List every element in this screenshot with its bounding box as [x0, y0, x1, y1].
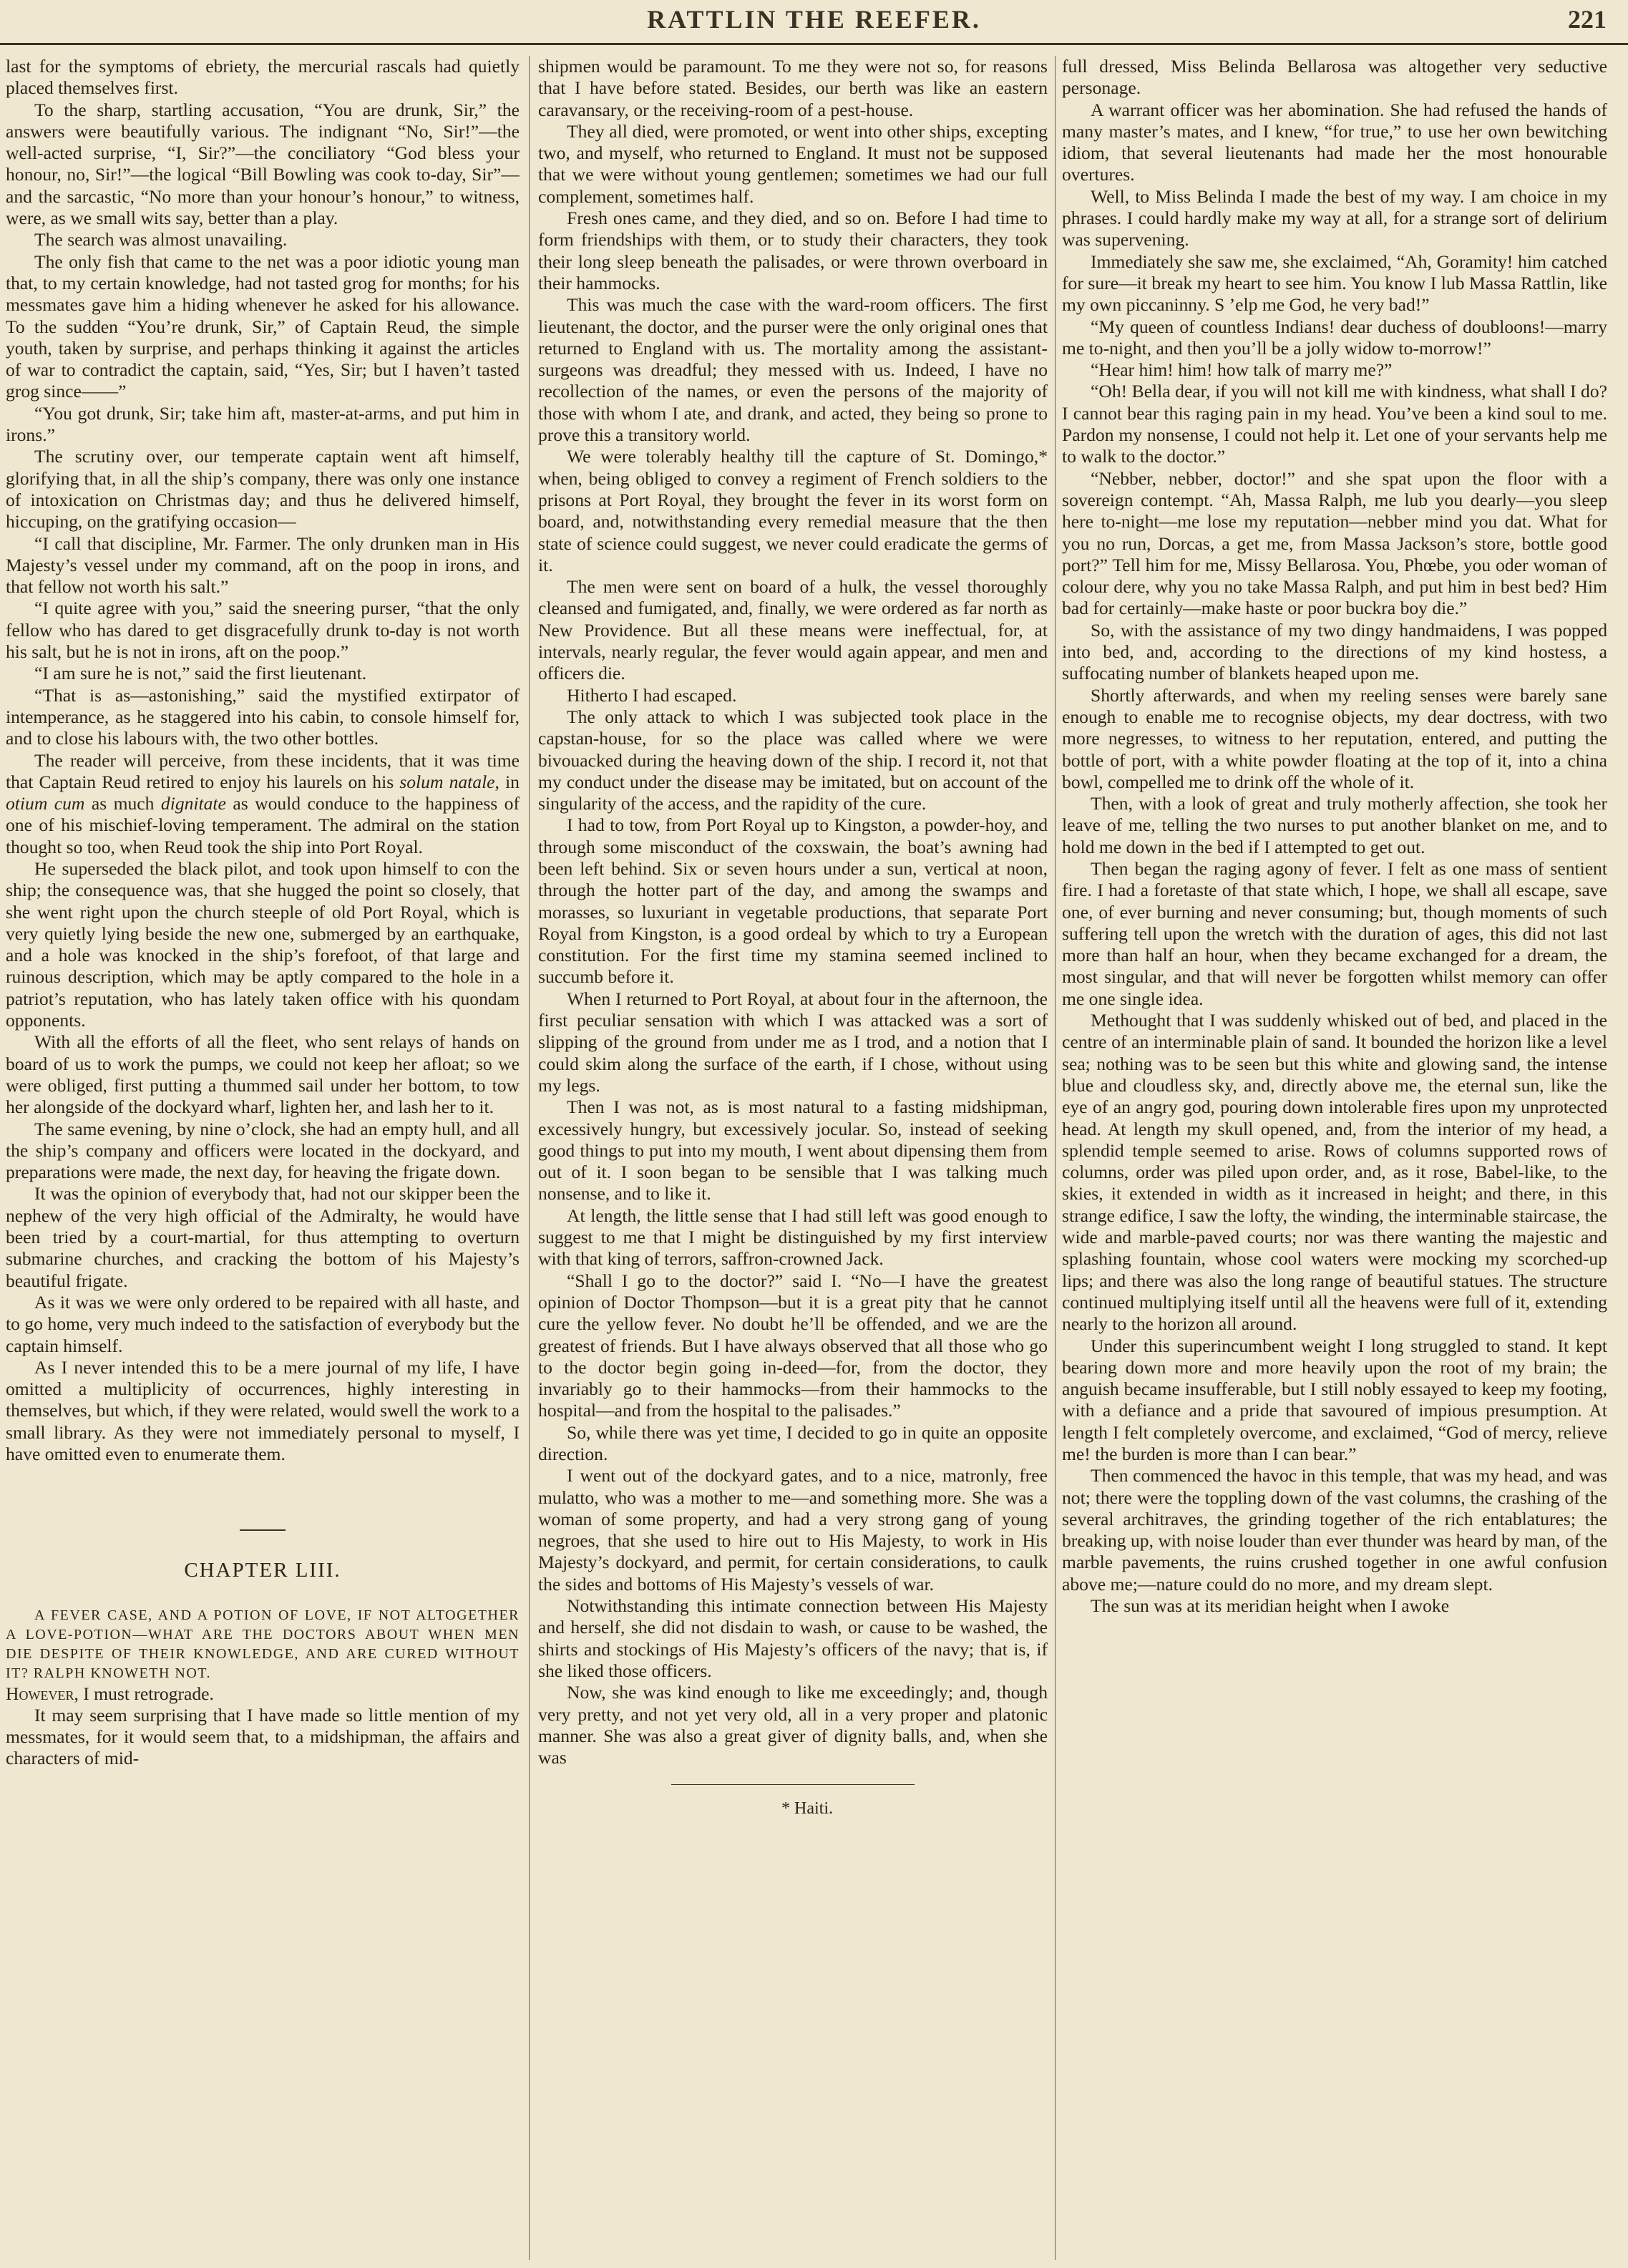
paragraph: shipmen would be paramount. To me they were not so, for reasons that I have before stated. Besides, our berth was like an eastern caravansary, or the receiving-room of a pest-house.: [538, 56, 1048, 120]
paragraph: last for the symptoms of ebriety, the mercurial rascals had quietly placed themselves first.: [6, 56, 520, 99]
text-run: The reader will perceive, from these incidents, that it was time that Captain Reud retired to enjoy his laurels on his: [6, 749, 520, 792]
running-title: RATTLIN THE REEFER.: [647, 5, 981, 34]
paragraph: Hitherto I had escaped.: [567, 684, 737, 706]
paragraph: Then began the raging agony of fever. I felt as one mass of sentient fire. I had a foretaste of that state which, I hope, we shall all escape, save one, of ever burning and never consuming; but, though moments of such suffering tell upon the wretch with the duration of ages, this did not last more than half an hour, when they became exchanged for a dream, the most singular, and that will never be forgotten whilst memory can offer me one single idea.: [1062, 857, 1607, 1009]
paragraph: “That is as—astonishing,” said the mystified extirpator of intemperance, as he staggered into his cabin, to console himself for, and to close his labours with, the two other bottles.: [6, 684, 520, 749]
paragraph: Then, with a look of great and truly motherly affection, she took her leave of me, telling the two nurses to put another blanket on me, and to hold me down in the bed if I attempted to get out.: [1062, 793, 1607, 857]
text-run: , I must retrograde.: [74, 1683, 214, 1704]
paragraph: The only attack to which I was subjected took place in the capstan-house, for so the place was called where we were bivouacked during the heaving down of the ship. I record it, not that my conduct under the disease may be imitated, but on account of the singularity of the access, and the rapidity of the cure.: [538, 706, 1048, 814]
paragraph: Then commenced the havoc in this temple, that was my head, and was not; there were the toppling down of the vast columns, the crashing of the several architraves, the grinding together of the rich entablatures; the breaking up, with noise louder than ever thunder was heard by man, of the marble pavements, the ruins crushed together in one awful confusion above me;—nature could do no more, and my dream slept.: [1062, 1465, 1607, 1595]
italic-phrase: otium cum: [6, 793, 85, 814]
page-header: [0, 0, 1628, 45]
paragraph: “Nebber, nebber, doctor!” and she spat upon the floor with a sovereign contempt. “Ah, Massa Ralph, me lub you dearly—you sleep here to-night—me lose my reputation—nebber mind you dat. What for you no run, Dorcas, a get me, from Massa Jackson’s store, bottle good port?” Tell him for me, Missy Bellarosa. You, Phœbe, you oder woman of colour dere, why you no take Massa Ralph, and put him in best bed? Him bad for certainly—make haste or poor buckra boy die.”: [1062, 467, 1607, 619]
paragraph: The only fish that came to the net was a poor idiotic young man that, to my certain knowledge, had not tasted grog for months; for his messmates gave him a hiding whenever he asked for his allowance. To the sudden “You’re drunk, Sir,” of Captain Reud, the simple youth, taken by surprise, and perhaps thinking it against the articles of war to contradict the captain, said, “Yes, Sir; but I haven’t tasted grog since——”: [6, 250, 520, 402]
paragraph: So, with the assistance of my two dingy handmaidens, I was popped into bed, and, according to the directions of my kind hostess, a suffocating number of blankets heaped upon me.: [1062, 619, 1607, 684]
text-run: as would conduce to the happiness of one of his mischief-loving temperament. The admiral on the station thought so too, when Reud took the ship into Port Royal.: [6, 793, 520, 857]
paragraph: full dressed, Miss Belinda Bellarosa was altogether very seductive personage.: [1062, 56, 1607, 99]
paragraph: As it was we were only ordered to be repaired with all haste, and to go home, very much indeed to the satisfaction of everybody but the captain himself.: [6, 1291, 520, 1356]
text-run: , in: [494, 771, 520, 792]
text-column-middle: [538, 56, 1048, 2253]
paragraph: Under this superincumbent weight I long struggled to stand. It kept bearing down more and more heavily upon the root of my brain; the anguish became insufferable, but I still nobly essayed to keep my footing, with a defiance and a pride that savoured of impious presumption. At length I felt completely overcome, and exclaimed, “God of mercy, relieve me! the burden is more than I can bear.”: [1062, 1335, 1607, 1464]
paragraph: The scrutiny over, our temperate captain went aft himself, glorifying that, in all the ship’s company, there was only one instance of intoxication on Christmas day; and thus he delivered himself, hiccuping, on the gratifying occasion—: [6, 446, 520, 532]
paragraph: “Hear him! him! how talk of marry me?”: [1091, 359, 1393, 381]
page-number: 221: [1568, 5, 1607, 34]
chapter-summary: A FEVER CASE, AND A POTION OF LOVE, IF NOT ALTOGETHER A LOVE-POTION—WHAT ARE THE DOCTORS ABOUT WHEN MEN DIE DESPITE OF THEIR KNOWLEDGE, AND ARE CURED WITHOUT IT? RALPH KNOWETH NOT.: [6, 1607, 520, 1681]
small-caps-opening: However: [6, 1683, 74, 1704]
paragraph: We were tolerably healthy till the capture of St. Domingo,* when, being obliged to convey a regiment of French soldiers to the prisons at Port Royal, they brought the fever in its worst form on board, and, notwithstanding every remedial measure that the then state of science could suggest, we never could eradicate the germs of it.: [538, 446, 1048, 575]
paragraph: Shortly afterwards, and when my reeling senses were barely sane enough to enable me to recognise objects, my dear doctress, with two more negresses, to witness to her reputation, entered, and putting the bottle of port, with a white powder floating at the top of it, into a china bowl, compelled me to drink off the whole of it.: [1062, 684, 1607, 792]
paragraph: Methought that I was suddenly whisked out of bed, and placed in the centre of an interminable plain of sand. It bounded the horizon like a level sea; nothing was to be seen but this white and glowing sand, the intense blue and cloudless sky, and, directly above me, the eternal sun, like the eye of an angry god, pouring down intolerable fires upon my unprotected head. At length my skull opened, and, from the interior of my head, a splendid temple seemed to arise. Rows of columns supported rows of columns, order was piled upon order, and, as it rose, Babel-like, to the skies, it extended in width as it increased in height; and there, in this strange edifice, I saw the lofty, the winding, the interminable staircase, the wide and marble-paved courts; nor was there wanting the majestic and splashing fountain, whose cool waters were mocking my scorched-up lips; and there was also the long range of beautiful statues. The structure continued multiplying itself until all the heavens were full of it, extending nearly to the horizon all around.: [1062, 1010, 1607, 1335]
paragraph: This was much the case with the ward-room officers. The first lieutenant, the doctor, and the purser were the only original ones that returned to England with us. The mortality among the assistant-surgeons was dreadful; they messed with us. Indeed, I have no recollection of the names, or even the persons of the majority of those with whom I ate, and drank, and acted, they being so prone to prove this a transitory world.: [538, 294, 1048, 446]
paragraph: “My queen of countless Indians! dear duchess of doubloons!—marry me to-night, and then you’ll be a jolly widow to-morrow!”: [1062, 316, 1607, 359]
italic-phrase: dignitate: [160, 793, 226, 814]
paragraph: The men were sent on board of a hulk, the vessel thoroughly cleansed and fumigated, and, finally, we were ordered as far north as New Providence. But all these means were ineffectual, for, at intervals, nearly regular, the fever would again appear, and men and officers die.: [538, 576, 1048, 684]
paragraph: I went out of the dockyard gates, and to a nice, matronly, free mulatto, who was a mother to me—and something more. She was a woman of some property, and had a very strong gang of young negroes, that she used to hire out to His Majesty, to work in His Majesty’s dockyard, and permit, for certain considerations, to caulk the sides and bottoms of His Majesty’s vessels of war.: [538, 1465, 1048, 1595]
paragraph: A warrant officer was her abomination. She had refused the hands of many master’s mates, and I knew, “for true,” to use her own bewitching idiom, that several lieutenants had made her the most honourable overtures.: [1062, 99, 1607, 185]
paragraph: Well, to Miss Belinda I made the best of my way. I am choice in my phrases. I could hardly make my way at all, for a strange sort of delirium was supervening.: [1062, 185, 1607, 250]
text-column-left: [6, 56, 520, 2253]
paragraph: “You got drunk, Sir; take him aft, master-at-arms, and put him in irons.”: [6, 402, 520, 446]
paragraph: They all died, were promoted, or went into other ships, excepting two, and myself, who returned to England. It must not be supposed that we were without young gentlemen; sometimes we had our full complement, sometimes half.: [538, 120, 1048, 207]
paragraph: When I returned to Port Royal, at about four in the afternoon, the first peculiar sensation with which I was attacked was a sort of slipping of the ground from under me as I trod, and a notion that I could skim along the surface of the earth, if I chose, without using my legs.: [538, 988, 1048, 1096]
paragraph: Immediately she saw me, she exclaimed, “Ah, Goramity! him catched for sure—it break my heart to see him. You know I lub Massa Rattlin, like my own piccaninny. S ’elp me God, he very bad!”: [1062, 250, 1607, 316]
paragraph: Then I was not, as is most natural to a fasting midshipman, excessively hungry, but excessively jocular. So, instead of seeking good things to put into my mouth, I went about dipensing them from out of it. I soon began to be sensible that I was talking much nonsense, and to like it.: [538, 1096, 1048, 1204]
paragraph: At length, the little sense that I had still left was good enough to suggest to me that I might be distinguished by my first interview with that king of terrors, saffron-crowned Jack.: [538, 1204, 1048, 1270]
paragraph: To the sharp, startling accusation, “You are drunk, Sir,” the answers were beautifully various. The indignant “No, Sir!”—the well-acted surprise, “I, Sir?”—the conciliatory “God bless your honour, no, Sir!”—the logical “Bill Bowling was cook to-day, Sir”—and the sarcastic, “No more than your honour’s honour,” to witness, were, as we small wits say, better than a play.: [6, 99, 520, 229]
paragraph: It was the opinion of everybody that, had not our skipper been the nephew of the very high official of the Admiralty, he would have been tried by a court-martial, for thus attempting to overturn submarine churches, and cracking the bottom of his Majesty’s beautiful frigate.: [6, 1183, 520, 1291]
text-column-right: [1062, 56, 1607, 2253]
paragraph: “Shall I go to the doctor?” said I. “No—I have the greatest opinion of Doctor Thompson—but it is a great pity that he cannot cure the yellow fever. No doubt he’ll be offended, and we are the greatest of friends. But I have always observed that all those who go to the doctor begin going in-deed—for, from the doctor, they invariably go to their hammocks—from their hammocks to the hospital—and from the hospital to the palisades.”: [538, 1270, 1048, 1421]
paragraph: He superseded the black pilot, and took upon himself to con the ship; the consequence was, that she hugged the point so closely, that she went right upon the church steeple of old Port Royal, which is very quietly lying beside the new one, submerged by an earthquake, and a hole was knocked in the ship’s forefoot, of that large and ruinous description, which may be aptly compared to the hole in a patriot’s reputation, who has lately taken office with his quondam opponents.: [6, 857, 520, 1031]
chapter-separator-rule: [240, 1529, 286, 1531]
paragraph: “Oh! Bella dear, if you will not kill me with kindness, what shall I do? I cannot bear this raging pain in my head. You’ve been a kind soul to me. Pardon my nonsense, I could not help it. Let one of your servants help me to walk to the doctor.”: [1062, 381, 1607, 467]
paragraph: “I quite agree with you,” said the sneering purser, “that the only fellow who has dared to get disgracefully drunk to-day is not worth his salt, but he is not in irons, aft on the poop.”: [6, 598, 520, 663]
paragraph: Notwithstanding this intimate connection between His Majesty and herself, she did not disdain to wash, or cause to be washed, the shirts and stockings of His Majesty’s officers of the navy; that is, if she liked those officers.: [538, 1595, 1048, 1681]
column-divider: [1055, 56, 1056, 2260]
paragraph: The same evening, by nine o’clock, she had an empty hull, and all the ship’s company and officers were located in the dockyard, and preparations were made, the next day, for heaving the frigate down.: [6, 1118, 520, 1183]
paragraph: [6, 1683, 520, 1705]
paragraph: “I call that discipline, Mr. Farmer. The only drunken man in His Majesty’s vessel under my command, aft on the poop in irons, and that fellow not worth his salt.”: [6, 532, 520, 598]
paragraph: With all the efforts of all the fleet, who sent relays of hands on board of us to work the pumps, we could not keep her afloat; so we were obliged, first putting a thummed sail under her bottom, to tow her alongside of the dockyard wharf, lighten her, and lash her to it.: [6, 1031, 520, 1118]
paragraph: Now, she was kind enough to like me exceedingly; and, though very pretty, and not yet very old, all in a very proper and platonic manner. She was also a great giver of dignity balls, and, when she was: [538, 1682, 1048, 1768]
paragraph: The search was almost unavailing.: [34, 229, 288, 250]
italic-phrase: solum natale: [399, 771, 495, 792]
chapter-title: CHAPTER LIII.: [184, 1559, 341, 1582]
paragraph: “I am sure he is not,” said the first lieutenant.: [34, 663, 367, 684]
paragraph: The sun was at its meridian height when I awoke: [1091, 1595, 1450, 1617]
paragraph: It may seem surprising that I have made so little mention of my messmates, for it would seem that, to a midshipman, the affairs and characters of mid-: [6, 1704, 520, 1769]
footnote-rule: [671, 1784, 915, 1785]
paragraph: As I never intended this to be a mere journal of my life, I have omitted a multiplicity of occurrences, highly interesting in themselves, but which, if they were related, would swell the work to a small library. As they were not immediately personal to myself, I have omitted even to enumerate them.: [6, 1356, 520, 1464]
paragraph: Fresh ones came, and they died, and so on. Before I had time to form friendships with them, or to study their characters, they took their long sleep beneath the palisades, or were thrown overboard in their hammocks.: [538, 208, 1048, 293]
paragraph: [6, 750, 520, 858]
paragraph: So, while there was yet time, I decided to go in quite an opposite direction.: [538, 1421, 1048, 1464]
column-divider: [529, 56, 530, 2260]
text-run: as much: [84, 793, 161, 814]
footnote: * Haiti.: [781, 1799, 833, 1819]
paragraph: I had to tow, from Port Royal up to Kingston, a powder-hoy, and through some misconduct of the coxswain, the boat’s awning had been left behind. Six or seven hours under a sun, vertical at noon, through the hotter part of the day, and among the swamps and morasses, so luxuriant in vegetable productions, that separate Port Royal from Kingston, is a good ordeal by which to try a European constitution. For the first time my stamina seemed inclined to succumb before it.: [538, 814, 1048, 988]
